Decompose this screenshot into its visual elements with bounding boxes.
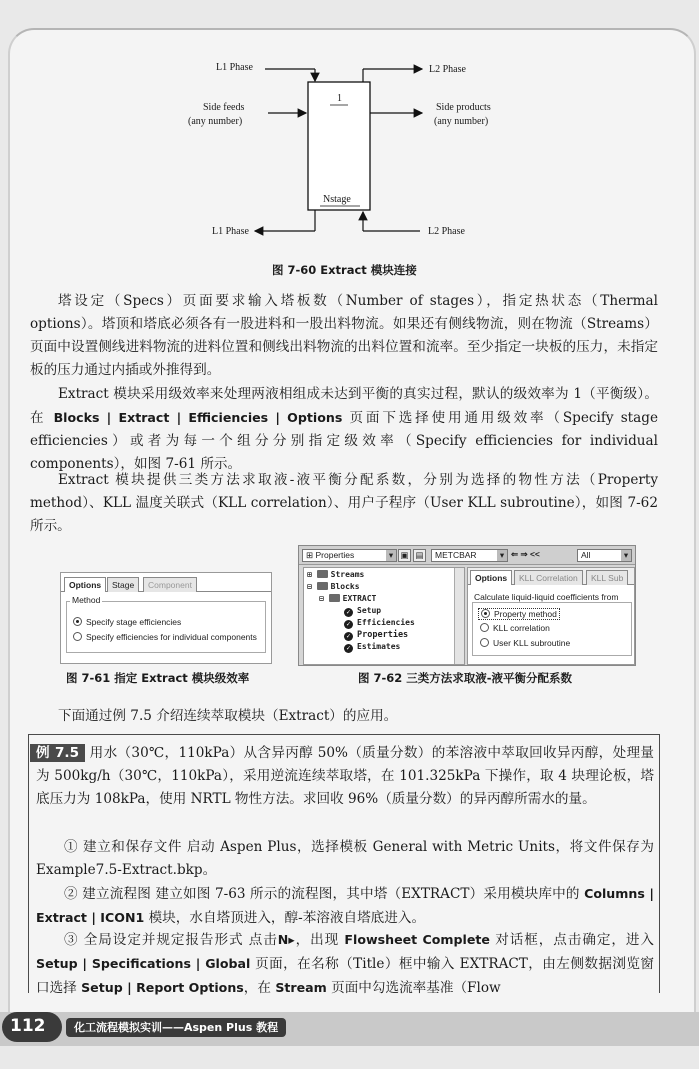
tab-kll-correlation[interactable]: KLL Correlation bbox=[514, 570, 583, 585]
radio-icon bbox=[73, 632, 82, 641]
method-group bbox=[66, 601, 266, 653]
paragraph-specs: 塔设定（Specs）页面要求输入塔板数（Number of stages），指定热状态（Thermal options）。塔顶和塔底必须各有一股进料和一股出料物流。如果还有侧线物流，则在物流（Streams）页面中设置侧线进料物流的进料位置和侧线出料物流的出料位置和流率。至少指定一块板的压力，未指定板的压力通过内插或外推得到。 bbox=[30, 293, 658, 378]
tree-item-extract[interactable]: ⊟ EXTRACT bbox=[319, 594, 377, 603]
next-button-icon: N▸ bbox=[277, 932, 295, 947]
check-icon: ✓ bbox=[344, 620, 353, 629]
page-number: 112 bbox=[10, 1016, 46, 1036]
paragraph-example-intro: 下面通过例 7.5 介绍连续萃取模块（Extract）的应用。 bbox=[58, 708, 398, 724]
figure-7-61-panel bbox=[60, 572, 272, 664]
radio-selected-icon bbox=[73, 617, 82, 626]
tree-item-streams[interactable]: ⊞ Streams bbox=[307, 570, 365, 579]
toolbar bbox=[299, 546, 635, 565]
label-any-number-left: (any number) bbox=[188, 116, 243, 127]
radio-selected-icon bbox=[481, 609, 490, 618]
folder-icon bbox=[317, 570, 328, 578]
label-side-products: Side products bbox=[436, 102, 491, 113]
folder-icon bbox=[317, 582, 328, 590]
method-group-label: Method bbox=[72, 595, 101, 605]
example-step-2: ② 建立流程图 建立如图 7-63 所示的流程图，其中塔（EXTRACT）采用模块库中的 Columns | Extract | ICON1 模块，水自塔顶进入，醇-苯溶液自塔底进入。 bbox=[36, 886, 654, 926]
check-icon: ✓ bbox=[344, 644, 353, 653]
paragraph-efficiencies: Extract 模块采用级效率来处理两液相组成未达到平衡的真实过程，默认的级效率为 1（平衡级）。在 Blocks | Extract | Efficiencies | Options 页面下选择使用通用级效率（Specify stage efficiencies）或者为每一个组分分别指定级效率（Specify efficiencies for individual components），如图 7-61 所示。 bbox=[30, 386, 658, 472]
folder-icon bbox=[329, 594, 340, 602]
label-l1-phase-bottom: L1 Phase bbox=[212, 226, 249, 237]
tree-item-blocks[interactable]: ⊟ Blocks bbox=[307, 582, 360, 591]
figure-caption-7-60: 图 7-60 Extract 模块连接 bbox=[272, 263, 417, 277]
option-property-method[interactable]: Property method bbox=[478, 608, 560, 620]
tab-options[interactable]: Options bbox=[64, 577, 106, 592]
tab-component[interactable]: Component bbox=[143, 577, 197, 592]
check-icon: ✓ bbox=[344, 632, 353, 641]
unit-set-dropdown[interactable]: METCBAR ▾ bbox=[431, 549, 508, 562]
tab-options[interactable]: Options bbox=[470, 570, 512, 585]
option-specify-component-efficiencies[interactable]: Specify efficiencies for individual components bbox=[73, 632, 257, 642]
tree-item-estimates[interactable]: ✓ Estimates bbox=[344, 642, 400, 653]
check-icon: ✓ bbox=[344, 608, 353, 617]
label-stage-n: Nstage bbox=[323, 194, 351, 205]
label-any-number-right: (any number) bbox=[434, 116, 489, 127]
book-title: 化工流程模拟实训——Aspen Plus 教程 bbox=[66, 1018, 286, 1037]
label-l2-phase-bottom: L2 Phase bbox=[428, 226, 465, 237]
option-user-kll-subroutine[interactable]: User KLL subroutine bbox=[480, 638, 570, 648]
tab-stage[interactable]: Stage bbox=[107, 577, 139, 592]
figure-caption-7-62: 图 7-62 三类方法求取液-液平衡分配系数 bbox=[358, 671, 573, 685]
options-panel bbox=[467, 567, 635, 665]
tab-kll-subroutine[interactable]: KLL Sub bbox=[586, 570, 628, 585]
example-step-1: ① 建立和保存文件 启动 Aspen Plus，选择模板 General with Metric Units，将文件保存为 Example7.5-Extract.bkp。 bbox=[36, 839, 654, 878]
label-side-feeds: Side feeds bbox=[203, 102, 245, 113]
label-stage-1: 1 bbox=[337, 93, 342, 104]
folder-up-icon[interactable]: ▣ bbox=[398, 549, 411, 562]
option-specify-stage-efficiencies[interactable]: Specify stage efficiencies bbox=[73, 617, 181, 627]
radio-icon bbox=[480, 623, 489, 632]
tree-item-efficiencies[interactable]: ✓ Efficiencies bbox=[344, 618, 415, 629]
option-kll-correlation[interactable]: KLL correlation bbox=[480, 623, 550, 633]
chevron-down-icon: ▾ bbox=[497, 550, 507, 561]
tree-scrollbar[interactable] bbox=[454, 568, 464, 664]
example-statement: 例 7.5 用水（30℃，110kPa）从含异丙醇 50%（质量分数）的苯溶液中萃取回收异丙醇，处理量为 500kg/h（30℃，110kPa），采用逆流连续萃取塔，在 101.325kPa 下操作，取 4 块理论板，塔底压力为 108kPa，使用 NRTL 物性方法。求回收 96%（质量分数）的异丙醇所需水的量。 bbox=[36, 742, 654, 811]
label-l2-phase-top: L2 Phase bbox=[429, 64, 466, 75]
filter-dropdown[interactable]: All ▾ bbox=[577, 549, 632, 562]
menu-path-efficiencies: Blocks | Extract | Efficiencies | Options bbox=[53, 410, 343, 425]
example-step-3: ③ 全局设定并规定报告形式 点击N▸，出现 Flowsheet Complete 对话框，点击确定，进入 Setup | Specifications | Global 页面，在名称（Title）框中输入 EXTRACT，由左侧数据浏览窗口选择 Setup | Report Options，在 Stream 页面中勾选流率基准（Flow bbox=[36, 932, 654, 996]
figure-7-62-window bbox=[298, 545, 636, 666]
extract-connection-diagram bbox=[150, 55, 540, 250]
chevron-down-icon: ▾ bbox=[621, 550, 631, 561]
example-label: 例 7.5 bbox=[30, 744, 85, 762]
grid-icon[interactable]: ▤ bbox=[413, 549, 426, 562]
properties-icon: ⊞ bbox=[306, 550, 316, 560]
chevron-down-icon: ▾ bbox=[386, 550, 396, 561]
figure-caption-7-61: 图 7-61 指定 Extract 模块级效率 bbox=[66, 671, 250, 685]
label-l1-phase-top: L1 Phase bbox=[216, 62, 253, 73]
tree-item-setup[interactable]: ✓ Setup bbox=[344, 606, 381, 617]
calc-group-label: Calculate liquid-liquid coefficients from bbox=[474, 592, 619, 602]
radio-icon bbox=[480, 638, 489, 647]
navigation-arrows[interactable]: ⇐ ⇒ << bbox=[511, 549, 540, 559]
data-browser-tree bbox=[303, 567, 465, 665]
properties-dropdown[interactable]: ⊞ Properties ▾ bbox=[302, 549, 397, 562]
tree-item-properties[interactable]: ✓ Properties bbox=[344, 630, 408, 641]
paragraph-kll-methods: Extract 模块提供三类方法求取液-液平衡分配系数，分别为选择的物性方法（Property method）、KLL 温度关联式（KLL correlation）、用户子程序（User KLL subroutine），如图 7-62 所示。 bbox=[30, 472, 658, 534]
